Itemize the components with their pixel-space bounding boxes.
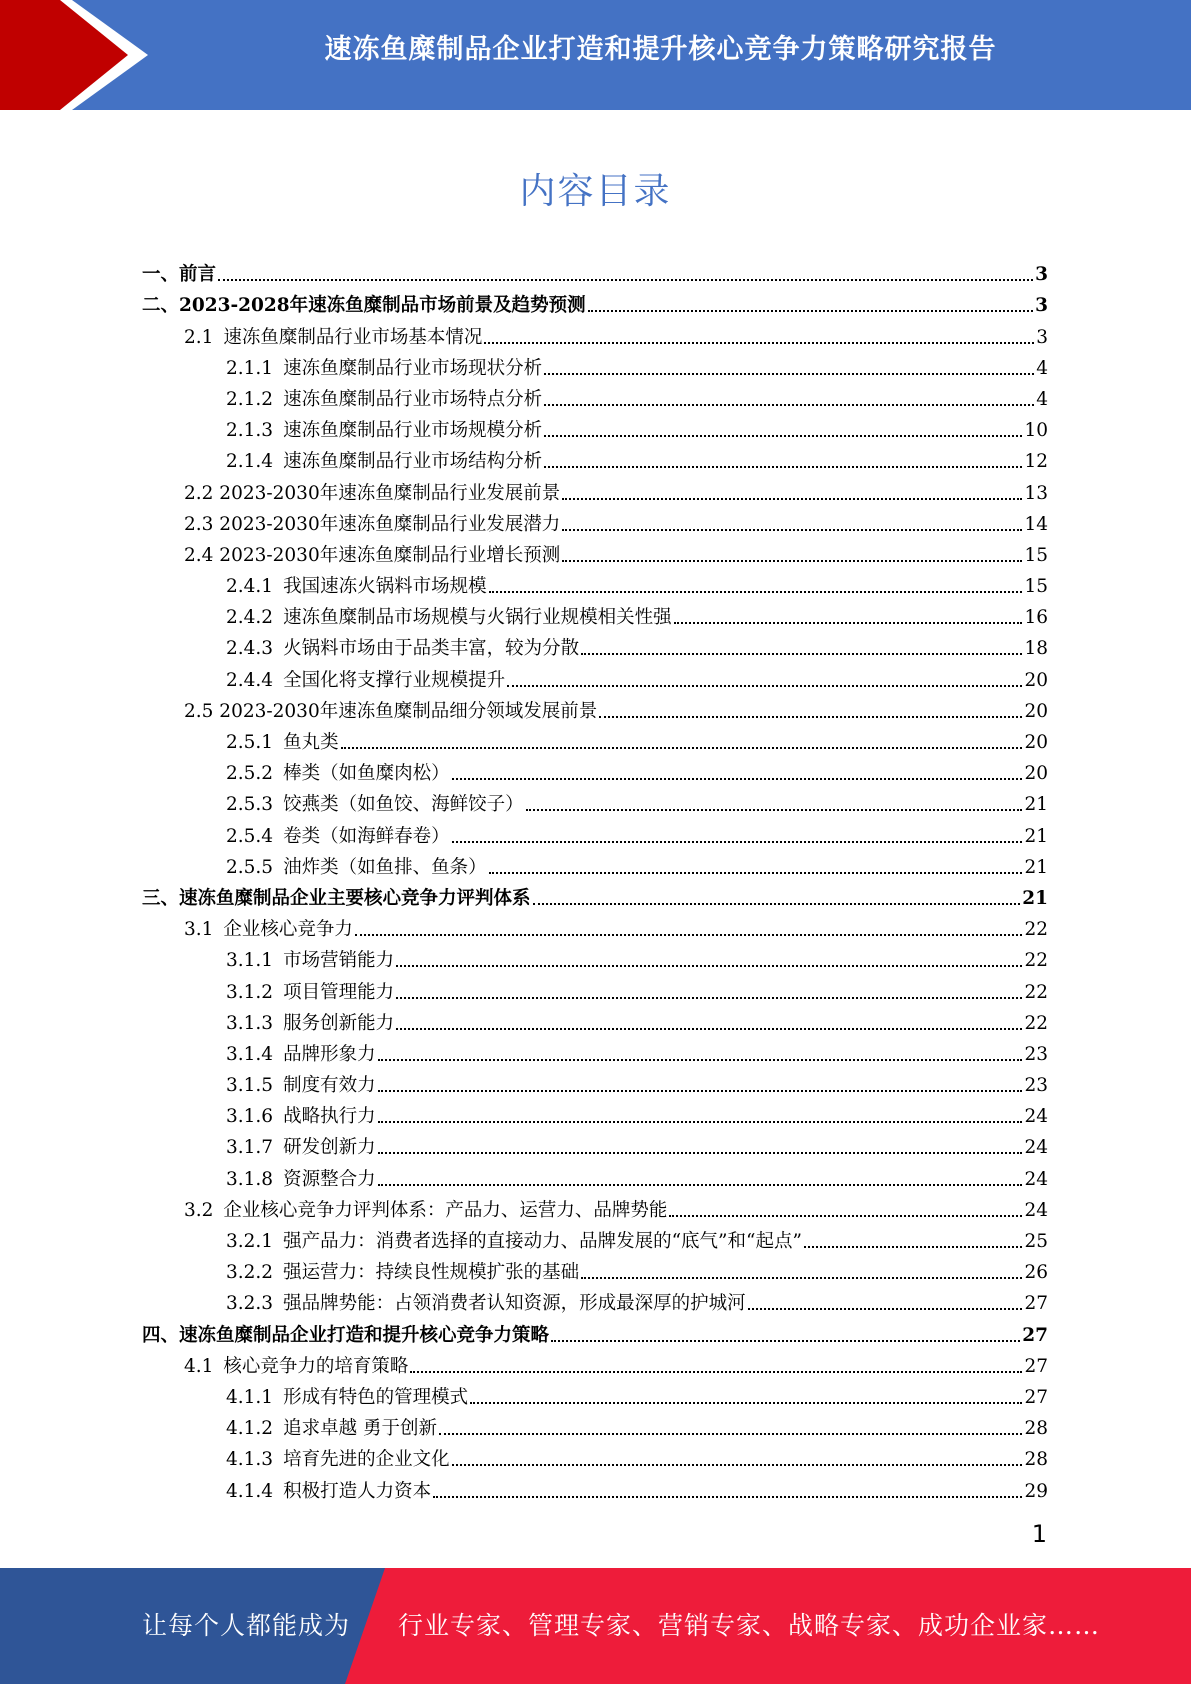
toc-entry-title: [142, 264, 216, 286]
toc-dot-leader: [804, 1246, 1023, 1248]
toc-entry[interactable]: [142, 692, 1048, 723]
toc-entry-number: 2.1.3: [226, 420, 274, 442]
toc-entry-title: [226, 638, 579, 660]
toc-page-number: 3: [1035, 295, 1048, 317]
toc-entry[interactable]: [142, 754, 1048, 785]
toc-entry-title: [226, 1262, 579, 1284]
toc-page-number: 15: [1024, 576, 1048, 598]
toc-entry-title: [184, 1200, 667, 1222]
toc-entry-text: 卷类（如海鲜春卷）: [283, 825, 450, 847]
toc-entry-text: 二、2023-2028年速冻鱼糜制品市场前景及趋势预测: [142, 295, 586, 317]
toc-entry[interactable]: [142, 879, 1048, 910]
page-number: 1: [1031, 1520, 1047, 1548]
toc-entry-text: 速冻鱼糜制品行业市场现状分析: [283, 357, 543, 379]
toc-entry-text: 市场营销能力: [283, 950, 395, 972]
toc-entry-text: 积极打造人力资本: [283, 1480, 432, 1502]
toc-page-number: 27: [1022, 1324, 1048, 1346]
toc-dot-leader: [669, 1215, 1022, 1217]
toc-entry-number: 2.1: [184, 326, 214, 348]
toc-entry-text: 三、速冻鱼糜制品企业主要核心竞争力评判体系: [142, 887, 531, 909]
toc-page-number: 15: [1024, 544, 1048, 566]
toc-entry[interactable]: [142, 941, 1048, 972]
toc-entry[interactable]: [142, 255, 1048, 286]
toc-dot-leader: [396, 965, 1022, 967]
toc-entry-text: 全国化将支撑行业规模提升: [283, 669, 506, 691]
toc-entry-text: 企业核心竞争力评判体系：产品力、运营力、品牌势能: [223, 1199, 668, 1221]
toc-dot-leader: [396, 1028, 1022, 1030]
toc-page-number: 27: [1024, 1386, 1048, 1408]
toc-entry[interactable]: [142, 1409, 1048, 1440]
toc-entry-number: 3.1.1: [226, 950, 274, 972]
toc-entry[interactable]: [142, 848, 1048, 879]
toc-entry[interactable]: [142, 567, 1048, 598]
toc-dot-leader: [378, 1184, 1023, 1186]
toc-entry-text: 2.2 2023-2030年速冻鱼糜制品行业发展前景: [184, 482, 561, 504]
toc-page-number: 27: [1024, 1355, 1048, 1377]
toc-dot-leader: [507, 685, 1022, 687]
toc-entry-title: [226, 982, 394, 1004]
toc-entry[interactable]: [142, 598, 1048, 629]
toc-entry-title: [226, 576, 487, 598]
toc-dot-leader: [544, 466, 1022, 468]
toc-page-number: 24: [1024, 1199, 1048, 1221]
toc-page-number: 3: [1036, 326, 1048, 348]
toc-entry-text: 强品牌势能：占领消费者认知资源，形成最深厚的护城河: [283, 1293, 746, 1315]
toc-entry[interactable]: [142, 1253, 1048, 1284]
toc-entry-text: 研发创新力: [283, 1137, 376, 1159]
toc-entry-title: [226, 950, 394, 972]
toc-dot-leader: [378, 1059, 1023, 1061]
toc-page-number: 3: [1035, 264, 1048, 286]
toc-page-number: 24: [1024, 1168, 1048, 1190]
toc-entry[interactable]: [142, 380, 1048, 411]
toc-entry-text: 形成有特色的管理模式: [283, 1386, 469, 1408]
toc-entry-number: 3.2.1: [226, 1231, 274, 1252]
toc-entry-title: [226, 1449, 450, 1471]
toc-entry[interactable]: [142, 629, 1048, 660]
toc-entry-title: [226, 389, 542, 411]
toc-dot-leader: [410, 1371, 1022, 1373]
toc-dot-leader: [674, 622, 1023, 624]
toc-entry-number: 3.1: [184, 919, 214, 941]
toc-dot-leader: [378, 1090, 1023, 1092]
toc-entry-number: 3.1.2: [226, 981, 274, 1003]
toc-dot-leader: [533, 903, 1021, 905]
toc-entry-text: 战略执行力: [283, 1106, 376, 1128]
toc-page-number: 4: [1036, 357, 1048, 379]
toc-entry-text: 2.4 2023-2030年速冻鱼糜制品行业增长预测: [184, 544, 561, 566]
toc-entry-text: 服务创新能力: [283, 1012, 395, 1034]
toc-entry-title: [226, 358, 542, 380]
toc-entry-title: [142, 888, 531, 910]
toc-dot-leader: [599, 716, 1022, 718]
toc-entry-number: 2.4.1: [226, 576, 274, 598]
toc-dot-leader: [588, 310, 1033, 312]
toc-dot-leader: [562, 529, 1022, 531]
toc-entry-text: 火锅料市场由于品类丰富，较为分散: [283, 638, 580, 660]
toc-entry-title: [226, 1106, 376, 1128]
toc-entry-number: 4.1.2: [226, 1418, 274, 1440]
toc-entry-text: 速冻鱼糜制品行业市场结构分析: [283, 451, 543, 473]
toc-entry-text: 速冻鱼糜制品行业市场规模分析: [283, 420, 543, 442]
toc-entry[interactable]: [142, 785, 1048, 816]
toc-page-number: 20: [1024, 669, 1048, 691]
toc-entry-title: [226, 1387, 468, 1409]
toc-entry[interactable]: [142, 536, 1048, 567]
toc-entry[interactable]: [142, 1440, 1048, 1471]
toc-entry-number: 2.5.2: [226, 763, 274, 785]
toc-entry-number: 2.1.4: [226, 451, 274, 473]
toc-entry-title: [184, 919, 353, 941]
toc-dot-leader: [470, 1402, 1022, 1404]
toc-entry-title: [184, 545, 560, 567]
toc-page-number: 4: [1036, 388, 1048, 410]
toc-entry-title: [226, 1481, 431, 1503]
toc-entry-title: [226, 1231, 802, 1253]
toc-entry[interactable]: [142, 1315, 1048, 1346]
toc-entry[interactable]: [142, 1066, 1048, 1097]
toc-dot-leader: [581, 1277, 1022, 1279]
toc-entry-number: 3.1.3: [226, 1012, 274, 1034]
toc-dot-leader: [562, 498, 1022, 500]
toc-entry-number: 2.5.1: [226, 732, 274, 753]
toc-page-number: 10: [1024, 420, 1048, 442]
toc-entry-title: [142, 1325, 549, 1347]
toc-entry-text: 四、速冻鱼糜制品企业打造和提升核心竞争力策略: [142, 1324, 550, 1346]
toc-entry-number: 3.1.8: [226, 1168, 274, 1190]
toc-page-number: 18: [1024, 638, 1048, 660]
toc-page-number: 26: [1024, 1262, 1048, 1284]
toc-entry-number: 2.5.3: [226, 794, 274, 816]
toc-entry[interactable]: [142, 1128, 1048, 1159]
toc-entry-text: 培育先进的企业文化: [283, 1449, 450, 1471]
toc-page-number: 21: [1024, 794, 1048, 816]
toc-entry-number: 2.4.3: [226, 638, 274, 660]
toc-entry-title: [226, 1013, 394, 1035]
toc-entry-number: 4.1.3: [226, 1449, 274, 1471]
toc-entry-title: [226, 1075, 376, 1097]
toc-entry-number: 2.1.2: [226, 388, 274, 410]
toc-page-number: 16: [1024, 607, 1048, 629]
toc-dot-leader: [544, 404, 1034, 406]
toc-dot-leader: [218, 279, 1033, 281]
toc-entry-text: 我国速冻火锅料市场规模: [283, 576, 487, 598]
toc-entry-title: [184, 701, 597, 723]
toc-page-number: 12: [1024, 451, 1048, 473]
toc-page-number: 20: [1024, 732, 1048, 753]
footer-slogan-left: 让每个人都能成为: [142, 1611, 351, 1640]
header-title: 速冻鱼糜制品企业打造和提升核心竞争力策略研究报告: [324, 34, 997, 65]
toc-entry[interactable]: [142, 1471, 1048, 1502]
toc-entry-title: [226, 1169, 376, 1191]
toc-page-number: 24: [1024, 1137, 1048, 1159]
toc-dot-leader: [439, 1433, 1022, 1435]
toc-entry[interactable]: [142, 816, 1048, 847]
toc-entry[interactable]: [142, 1097, 1048, 1128]
page-header: [0, 0, 1191, 110]
toc-entry[interactable]: [142, 1347, 1048, 1378]
toc-entry[interactable]: [142, 317, 1048, 348]
toc-entry-title: [226, 1044, 376, 1066]
toc-entry-text: 棒类（如鱼糜肉松）: [283, 763, 450, 785]
toc-dot-leader: [484, 342, 1034, 344]
toc-entry[interactable]: [142, 1378, 1048, 1409]
toc-entry-text: 2.3 2023-2030年速冻鱼糜制品行业发展潜力: [184, 513, 561, 535]
toc-dot-leader: [748, 1308, 1023, 1310]
toc-entry-text: 制度有效力: [283, 1075, 376, 1097]
toc-page-number: 24: [1024, 1106, 1048, 1128]
toc-title: 内容目录: [519, 171, 672, 212]
toc-dot-leader: [378, 1152, 1023, 1154]
toc-entry[interactable]: [142, 411, 1048, 442]
toc-entry-title: [184, 1356, 408, 1378]
toc-dot-leader: [378, 1121, 1023, 1123]
toc-entry-title: [184, 327, 482, 349]
toc-entry-text: 油炸类（如鱼排、鱼条）: [283, 856, 487, 878]
toc-entry[interactable]: [142, 505, 1048, 536]
toc-entry-text: 项目管理能力: [283, 981, 395, 1003]
toc-entry-title: [226, 763, 450, 785]
toc-dot-leader: [433, 1496, 1022, 1498]
toc-entry-text: 强运营力：持续良性规模扩张的基础: [283, 1262, 580, 1284]
toc-dot-leader: [526, 809, 1023, 811]
toc-page-number: 28: [1024, 1418, 1048, 1440]
toc-entry-number: 2.5.4: [226, 825, 274, 847]
toc-dot-leader: [544, 435, 1022, 437]
toc-dot-leader: [452, 841, 1023, 843]
toc-page-number: 13: [1024, 482, 1048, 504]
toc-page-number: 28: [1024, 1449, 1048, 1471]
toc-entry-text: 追求卓越 勇于创新: [283, 1418, 437, 1440]
toc-entry[interactable]: [142, 1284, 1048, 1315]
footer-slogan-right: 行业专家、管理专家、营销专家、战略专家、成功企业家……: [398, 1611, 1101, 1640]
toc-entry-number: 3.1.5: [226, 1075, 274, 1097]
toc-entry-number: 3.2.2: [226, 1262, 274, 1284]
toc-entry[interactable]: [142, 473, 1048, 504]
toc-entry[interactable]: [142, 286, 1048, 317]
toc-entry-title: [226, 794, 524, 816]
toc-entry-number: 3.2: [184, 1199, 214, 1221]
toc-entry[interactable]: [142, 910, 1048, 941]
toc-entry-number: 3.1.6: [226, 1106, 274, 1128]
toc-entry[interactable]: [142, 972, 1048, 1003]
toc-entry-number: 2.4.4: [226, 669, 274, 691]
toc-dot-leader: [341, 747, 1023, 749]
toc-page-number: 20: [1024, 763, 1048, 785]
toc-page-number: 21: [1024, 825, 1048, 847]
toc-entry-number: 4.1: [184, 1355, 214, 1377]
toc-entry-text: 速冻鱼糜制品行业市场基本情况: [223, 326, 483, 348]
toc-entry[interactable]: [142, 1159, 1048, 1190]
toc-entry[interactable]: [142, 723, 1048, 754]
toc-page-number: 21: [1022, 887, 1048, 909]
toc-entry-text: 核心竞争力的培育策略: [223, 1355, 409, 1377]
page-footer: [0, 1568, 1191, 1684]
toc-page-number: 22: [1024, 981, 1048, 1003]
toc-entry-text: 速冻鱼糜制品市场规模与火锅行业规模相关性强: [283, 607, 672, 629]
toc-entry-title: [184, 514, 560, 536]
toc-page-number: 29: [1024, 1480, 1048, 1502]
toc-page-number: 22: [1024, 1012, 1048, 1034]
toc-page-number: 22: [1024, 919, 1048, 941]
toc-dot-leader: [544, 373, 1034, 375]
toc-page-number: 23: [1024, 1043, 1048, 1065]
toc-dot-leader: [551, 1340, 1020, 1342]
toc-entry[interactable]: [142, 442, 1048, 473]
toc-entry-number: 4.1.4: [226, 1480, 274, 1502]
toc-entry-text: 2.5 2023-2030年速冻鱼糜制品细分领域发展前景: [184, 700, 598, 722]
toc-entry-text: 品牌形象力: [283, 1043, 376, 1065]
toc-entry-title: [226, 420, 542, 442]
toc-entry-title: [226, 1137, 376, 1159]
toc-page-number: 21: [1024, 856, 1048, 878]
toc-page-number: 14: [1024, 513, 1048, 535]
toc-entry-text: 企业核心竞争力: [223, 919, 353, 941]
toc-entry-title: [184, 483, 560, 505]
toc-entry-number: 2.5.5: [226, 856, 274, 878]
toc-dot-leader: [562, 560, 1022, 562]
toc-page-number: 23: [1024, 1075, 1048, 1097]
toc-entry[interactable]: [142, 1191, 1048, 1222]
toc-entry[interactable]: [142, 1004, 1048, 1035]
toc-entry-text: 速冻鱼糜制品行业市场特点分析: [283, 388, 543, 410]
toc-entry-title: [226, 670, 505, 692]
toc-entry-text: 饺燕类（如鱼饺、海鲜饺子）: [283, 794, 524, 816]
toc-dot-leader: [489, 872, 1023, 874]
toc-entry-text: 资源整合力: [283, 1168, 376, 1190]
toc-dot-leader: [396, 997, 1022, 999]
toc-dot-leader: [581, 653, 1022, 655]
toc-page-number: 20: [1024, 700, 1048, 722]
toc-entry-title: [226, 857, 487, 879]
toc-entry-number: 2.1.1: [226, 357, 274, 379]
toc-entry[interactable]: [142, 660, 1048, 691]
toc-entry-number: 4.1.1: [226, 1386, 274, 1408]
toc-entry-number: 2.4.2: [226, 607, 274, 629]
toc-page-number: 27: [1024, 1293, 1048, 1315]
toc-dot-leader: [452, 1464, 1023, 1466]
toc-entry-title: [226, 1418, 437, 1440]
toc-entry-title: [142, 295, 586, 317]
toc-entry[interactable]: [142, 349, 1048, 380]
toc-entry-title: [226, 826, 450, 848]
toc-page-number: 22: [1024, 950, 1048, 972]
toc-dot-leader: [489, 591, 1023, 593]
toc-dot-leader: [452, 778, 1023, 780]
toc-entry-number: 3.2.3: [226, 1293, 274, 1315]
toc-entry-title: [226, 1293, 746, 1315]
toc-entry-number: 3.1.7: [226, 1137, 274, 1159]
toc-page-number: 25: [1024, 1231, 1048, 1252]
toc-dot-leader: [355, 934, 1023, 936]
toc-entry-title: [226, 451, 542, 473]
toc-entry-text: 鱼丸类: [283, 732, 339, 753]
toc-entry-title: [226, 732, 339, 754]
toc-entry[interactable]: [142, 1035, 1048, 1066]
toc-entry-number: 3.1.4: [226, 1043, 274, 1065]
toc-entry-title: [226, 607, 672, 629]
toc-entry[interactable]: [142, 1222, 1048, 1253]
table-of-contents: [142, 255, 1048, 1503]
toc-entry-text: 一、前言: [142, 264, 217, 286]
toc-entry-text: 强产品力：消费者选择的直接动力、品牌发展的“底气”和“起点”: [283, 1231, 802, 1252]
